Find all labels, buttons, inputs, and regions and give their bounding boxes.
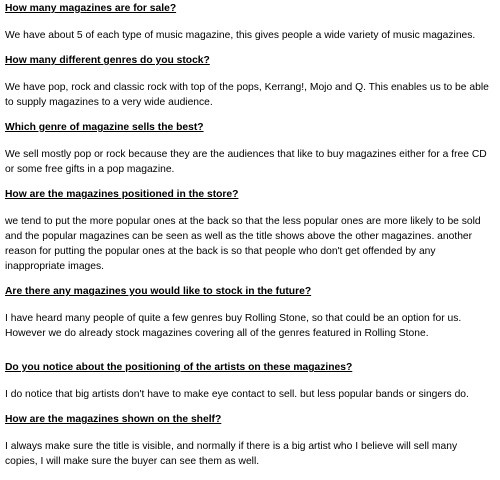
answer-text: we tend to put the more popular ones at the back so that the less popular ones are more likely to be sold and the popular magazines can be seen as well as the title shows above the other magazines. another reason for putting the popular ones at the back is so that people who don't get offended by any inappropriate images. — [5, 216, 481, 272]
answer-text: We have pop, rock and classic rock with top of the pops, Kerrang!, Mojo and Q. This enables us to be able to supply magazines to a very wide audience. — [5, 82, 489, 108]
question-heading: How are the magazines shown on the shelf? — [5, 414, 222, 425]
qa-block — [5, 2, 492, 43]
qa-block — [5, 188, 492, 274]
question-heading: How many magazines are for sale? — [5, 3, 177, 14]
answer-text: We have about 5 of each type of music magazine, this gives people a wide variety of music magazines. — [5, 30, 476, 41]
qa-block — [5, 413, 492, 469]
question-heading: How many different genres do you stock? — [5, 55, 210, 66]
qa-block — [5, 54, 492, 110]
question-heading: Are there any magazines you would like to stock in the future? — [5, 286, 312, 297]
question-heading: Do you notice about the positioning of the artists on these magazines? — [5, 362, 353, 373]
answer-text: I do notice that big artists don't have to make eye contact to sell. but less popular bands or singers do. — [5, 389, 469, 400]
answer-text: I have heard many people of quite a few genres buy Rolling Stone, so that could be an option for us. However we do already stock magazines covering all of the genres featured in Rolling Stone. — [5, 313, 462, 339]
answer-text: I always make sure the title is visible, and normally if there is a big artist who I believe will sell many copies, I will make sure the buyer can see them as well. — [5, 441, 458, 467]
qa-block — [5, 361, 492, 402]
qa-block — [5, 285, 492, 341]
qa-block — [5, 121, 492, 177]
answer-text: We sell mostly pop or rock because they are the audiences that like to buy magazines either for a free CD or some free gifts in a pop magazine. — [5, 149, 487, 175]
question-heading: How are the magazines positioned in the store? — [5, 189, 239, 200]
question-heading: Which genre of magazine sells the best? — [5, 122, 204, 133]
